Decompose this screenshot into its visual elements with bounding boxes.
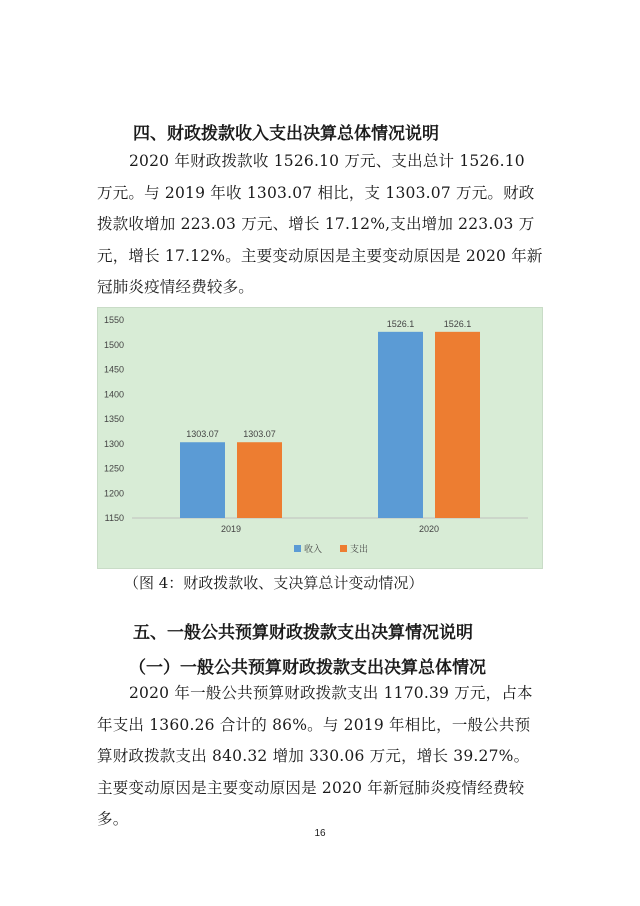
bar-chart: [97, 307, 543, 569]
section-4-paragraph: 2020 年财政拨款收 1526.10 万元、支出总计 1526.10 万元。与 2019 年收 1303.07 相比，支 1303.07 万元。财政拨款收增加 223.03 万元、增长 17.12%,支出增加 223.03 万元，增长 17.12%。主要变动原因是主要变动原因是 2020 年新冠肺炎疫情经费较多。: [97, 152, 543, 296]
bar-收入-2020: [378, 332, 423, 518]
x-tick-label: 2020: [418, 524, 440, 534]
y-tick-label: 1350: [103, 414, 124, 424]
y-tick-label: 1400: [103, 389, 124, 400]
bar-支出-2019: [237, 442, 282, 518]
y-tick-label: 1200: [103, 488, 124, 499]
section-5-paragraph: 2020 年一般公共预算财政拨款支出 1170.39 万元，占本年支出 1360.26 合计的 86%。与 2019 年相比，一般公共预算财政拨款支出 840.32 增加 330.06 万元，增长 39.27%。主要变动原因是主要变动原因是 2020 年新冠肺炎疫情经费较多。: [97, 684, 533, 828]
bar-chart-svg: [98, 308, 544, 570]
legend-swatch-支出: [340, 545, 347, 552]
x-tick-label: 2019: [220, 524, 242, 534]
legend-swatch-收入: [294, 545, 301, 552]
page-number: 16: [314, 828, 326, 839]
y-tick-label: 1550: [103, 315, 124, 325]
section-4-heading: 四、财政拨款收入支出决算总体情况说明: [133, 124, 439, 144]
y-tick-label: 1450: [103, 364, 124, 375]
section-5-subheading: （一）一般公共预算财政拨款支出决算总体情况: [129, 658, 486, 678]
legend-label: 收入: [304, 544, 323, 554]
y-tick-label: 1300: [103, 438, 124, 449]
y-tick-label: 1150: [104, 513, 124, 523]
data-label: 1303.07: [186, 429, 219, 440]
bar-收入-2019: [180, 442, 225, 518]
y-tick-label: 1250: [103, 463, 124, 474]
bar-支出-2020: [435, 332, 480, 518]
data-label: 1526.1: [386, 318, 415, 329]
y-tick-label: 1500: [103, 339, 124, 350]
figure-caption: （图 4：财政拨款收、支决算总计变动情况）: [124, 574, 424, 592]
section-5-heading: 五、一般公共预算财政拨款支出决算情况说明: [133, 623, 473, 643]
legend-label: 支出: [350, 544, 369, 554]
data-label: 1303.07: [243, 429, 276, 440]
data-label: 1526.1: [443, 318, 472, 329]
